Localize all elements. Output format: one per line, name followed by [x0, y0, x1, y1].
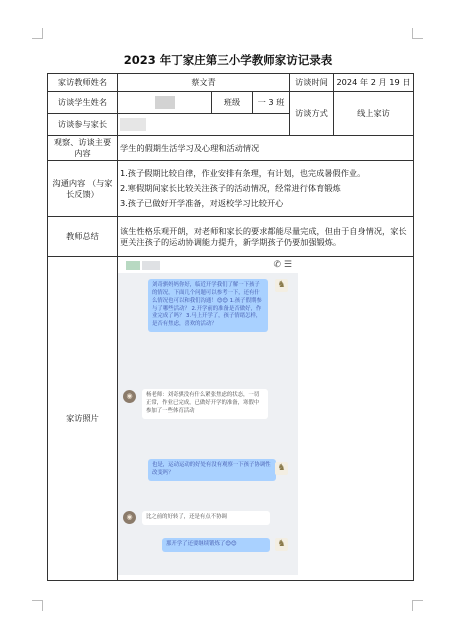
parent-avatar-icon: ◉ — [123, 511, 136, 524]
communication-item: 2.寒假期间家长比较关注孩子的活动情况，经常进行体育锻炼 — [120, 183, 341, 194]
value-visit-time: 2024 年 2 月 19 日 — [334, 74, 414, 92]
crop-mark-bottom-right — [412, 600, 423, 611]
crop-mark-top-right — [412, 28, 423, 39]
value-teacher-name: 蔡文青 — [118, 74, 290, 92]
redacted-parent-name — [120, 118, 146, 131]
value-student-name — [118, 92, 212, 114]
value-class: 一 3 班 — [253, 92, 290, 114]
chat-message-teacher: 刘奇骐妈妈你好，临近开学我们了解一下孩子的情况，下面几个问题可以参考一下，还有什么情况也可以和我们沟通！😊😊 1.孩子假期参与了哪些活动？ 2.开学前的准备是否做好，作业完成了吗？ 3.马上开学了，孩子情绪怎样，是否有焦虑，喜欢的活动？ — [148, 279, 268, 332]
label-summary: 教师总结 — [48, 217, 118, 257]
redacted-contact-avatar — [126, 261, 140, 270]
teacher-avatar-icon: ♞ — [275, 462, 288, 475]
redacted-contact-name — [142, 261, 160, 270]
value-parent — [118, 114, 290, 136]
chat-header — [118, 257, 298, 273]
chat-screenshot — [118, 257, 298, 575]
value-communication — [118, 161, 414, 217]
redacted-student-name — [155, 96, 175, 109]
value-summary: 该生性格乐观开朗，对老师和家长的要求都能尽量完成，但由于自身情况，家长更关注孩子的运动协调能力提升，新学期孩子仍要加强锻炼。 — [118, 217, 414, 257]
label-photo: 家访照片 — [48, 257, 118, 581]
teacher-avatar-icon: ♞ — [275, 538, 288, 551]
call-menu-icon: ✆ ☰ — [273, 260, 292, 271]
value-photo — [118, 257, 414, 581]
value-visit-method: 线上家访 — [334, 92, 414, 136]
parent-avatar-icon: ◉ — [123, 390, 136, 403]
chat-message-teacher: 也是，运动运动的好处有没有观察一下孩子协调性改变吗？ — [148, 459, 276, 481]
label-visit-method: 访谈方式 — [290, 92, 334, 136]
chat-message-parent: 杨老师：刘奇骐没有什么紧张焦虑的状态，一切正常，作业已完成，已做好开学的准备，寒假中参加了一些体育活动 — [142, 389, 268, 418]
document-title: 2023 年丁家庄第三小学教师家访记录表 — [123, 53, 333, 67]
communication-item: 1.孩子假期比较自律，作业安排有条理，有计划，也完成暑假作业。 — [120, 168, 366, 179]
chat-message-teacher: 那开学了还要继续锻炼了😊😊 — [162, 538, 270, 552]
teacher-avatar-icon: ♞ — [275, 279, 288, 292]
value-observation: 学生的假期生活学习及心理和活动情况 — [118, 136, 414, 161]
label-teacher-name: 家访教师姓名 — [48, 74, 118, 92]
label-observation: 观察、访谈主要内容 — [48, 136, 118, 161]
label-student-name: 访谈学生姓名 — [48, 92, 118, 114]
label-parent: 访谈参与家长 — [48, 114, 118, 136]
label-class: 班级 — [212, 92, 253, 114]
chat-message-parent: 比之前的好转了，还是有点不协调 — [142, 511, 270, 525]
crop-mark-bottom-left — [32, 600, 43, 611]
label-communication: 沟通内容 （与家长反馈） — [48, 161, 118, 217]
label-visit-time: 访谈时间 — [290, 74, 334, 92]
communication-item: 3.孩子已做好开学准备，对返校学习比较开心 — [120, 198, 284, 209]
crop-mark-top-left — [32, 28, 43, 39]
visit-record-table — [47, 73, 414, 581]
